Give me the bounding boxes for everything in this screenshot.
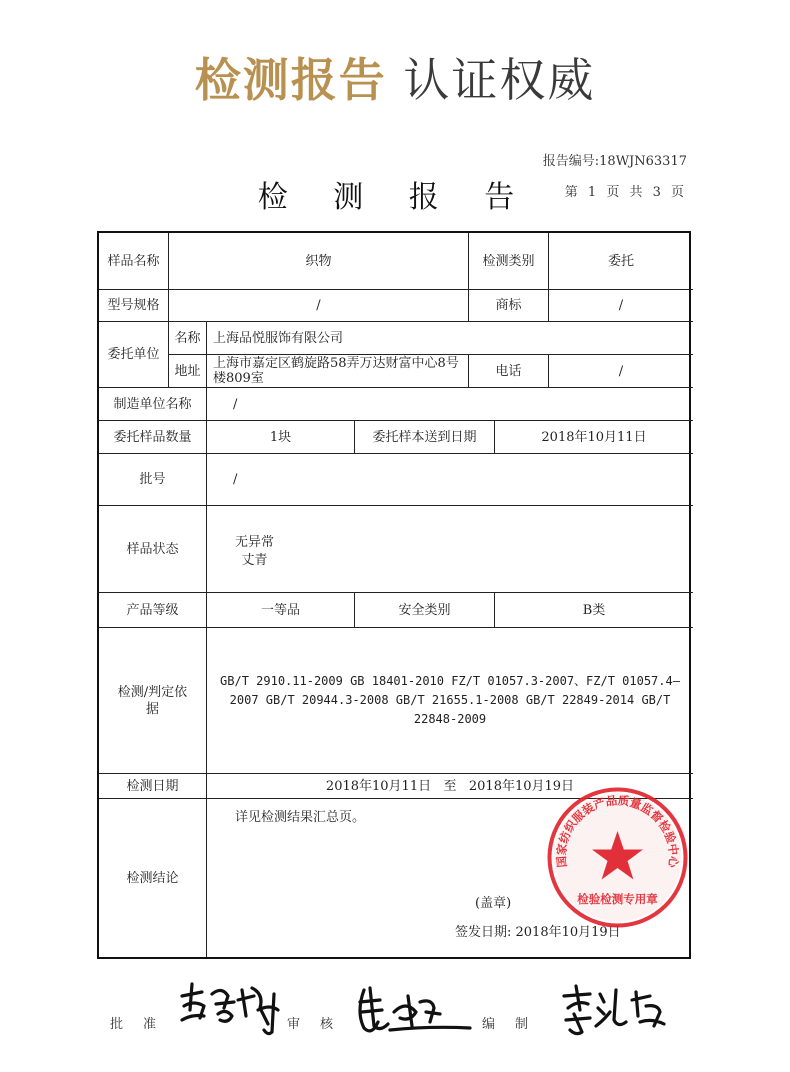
report-number: 报告编号:18WJN63317 [542,154,687,169]
sample-status-line-1: 无异常 [235,535,275,550]
sample-status-label: 样品状态 [99,506,207,593]
basis-value: GB/T 2910.11-2009 GB 18401-2010 FZ/T 01057.3-2007、FZ/T 01057.4—2007 GB/T 20944.3-2008 GB/T 21655.1-2008 GB/T 22849-2014 GB/T 22848-2009 [207,628,693,774]
safety-category-label: 安全类别 [355,593,495,628]
model-value: / [169,290,469,322]
sample-status-line-2: 丈青 [241,553,268,568]
manufacturer-label: 制造单位名称 [99,388,207,421]
model-label: 型号规格 [99,290,169,322]
reviewer-signature [350,982,475,1040]
banner-highlight: 检测报告 [194,53,387,107]
safety-category-value: B类 [495,593,693,628]
basis-label: 检测/判定依据 [99,628,207,774]
phone-value: / [549,355,693,388]
compiler-signature [560,982,670,1040]
sample-status-box [207,506,693,593]
test-type-value: 委托 [549,233,693,290]
arrival-date-label: 委托样本送到日期 [355,421,495,454]
approver-signature [178,980,288,1038]
conclusion-text: 详见检测结果汇总页。 [235,810,366,825]
sample-name-value: 织物 [169,233,469,290]
sample-name-label: 样品名称 [99,233,169,290]
seal-ring-text: 国家纺织服装产品质量监督检验中心 [554,793,681,869]
issue-date: 签发日期: 2018年10月19日 [455,925,621,940]
report-title: 检 测 报 告 [257,180,533,215]
seal-note: (盖章) [475,896,512,911]
phone-label: 电话 [469,355,549,388]
grade-value: 一等品 [207,593,355,628]
batch-label: 批号 [99,454,207,506]
banner-heading [0,44,790,110]
compile-label: 编制 [482,1017,549,1032]
trademark-label: 商标 [469,290,549,322]
client-name-value: 上海品悦服饰有限公司 [207,322,693,355]
client-name-label: 名称 [169,322,207,355]
grade-label: 产品等级 [99,593,207,628]
client-address-label: 地址 [169,355,207,388]
manufacturer-value: / [207,388,693,421]
official-seal-stamp [545,785,690,930]
test-date-value: 2018年10月11日 至 2018年10月19日 [207,774,693,799]
client-address-value: 上海市嘉定区鹤旋路58弄万达财富中心8号楼809室 [207,355,469,388]
test-date-label: 检测日期 [99,774,207,799]
quantity-label: 委托样品数量 [99,421,207,454]
review-label: 审核 [287,1017,354,1032]
banner-rest: 认证权威 [403,53,596,107]
test-type-label: 检测类别 [469,233,549,290]
arrival-date-value: 2018年10月11日 [495,421,693,454]
client-label: 委托单位 [99,322,169,388]
quantity-value: 1块 [207,421,355,454]
approve-label: 批准 [110,1017,177,1032]
page-info: 第 1 页 共 3 页 [564,185,687,200]
trademark-value: / [549,290,693,322]
batch-value: / [207,454,693,506]
conclusion-label: 检测结论 [99,799,207,957]
sample-status-values [235,534,274,570]
seal-subtext: 检验检测专用章 [577,892,658,906]
